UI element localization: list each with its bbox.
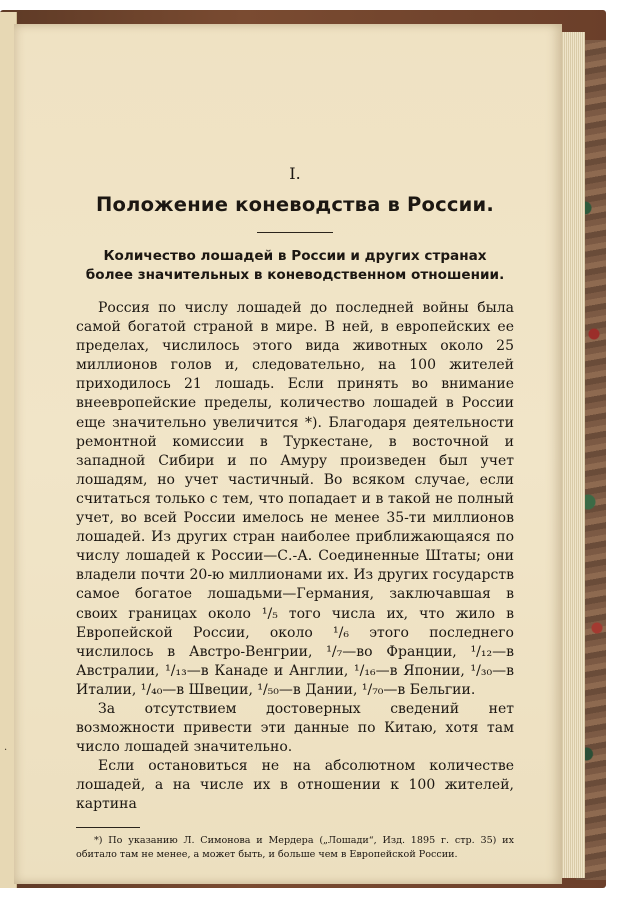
page-edges <box>560 32 585 878</box>
chapter-title: Положение коневодства в России. <box>95 193 494 216</box>
page-text <box>76 164 514 862</box>
section-title <box>62 247 528 285</box>
chapter-number: I. <box>289 164 301 183</box>
book-page <box>14 24 562 884</box>
body-text <box>76 299 514 815</box>
margin-mark: . <box>4 742 8 753</box>
paragraph: Россия по числу лошадей до последней войны была самой богатой страной в мире. В ней, в европейских ее пределах, числилось этого вида животных около 25 миллионов голов и, следовательно, на 100 жителей приходилось 21 лошадь. Если принять во внимание внеевропейские пределы, количество лошадей в России еще значительно увеличится *). Благодаря деятельности ремонтной комиссии в Туркестане, в восточной и западной Сибири и по Амуру произведен был учет лошадям, но учет частичный. Во всяком случае, если считаться только с тем, что попадает и в такой не полный учет, во всей России имелось не менее 35-ти миллионов лошадей. Из других стран наиболее приближающаяся по числу лошадей к России—С.-А. Соединенные Штаты; они владели почти 20-ю миллионами их. Из других государств самое богатое лошадьми—Германия, заключавшая в своих границах около ¹/₅ того числа их, что жило в Европейской России, около ¹/₆ этого последнего числилось в Австро-Венгрии, ¹/₇—во Франции, ¹/₁₂—в Австралии, ¹/₁₃—в Канаде и Англии, ¹/₁₆—в Японии, ¹/₃₀—в Италии, ¹/₄₀—в Швеции, ¹/₅₀—в Дании, ¹/₇₀—в Бельгии. <box>76 300 514 698</box>
section-title-line: более значительных в коневодственном отношении. <box>85 267 505 283</box>
paragraph: Если остановиться не на абсолютном количестве лошадей, а на числе их в отношении к 100 жителей, картина <box>76 758 514 813</box>
paragraph: За отсутствием достоверных сведений нет возможности привести эти данные по Китаю, хотя там число лошадей значительно. <box>76 700 514 756</box>
footnote: *) По указанию Л. Симонова и Мердера („Лошади“, Изд. 1895 г. стр. 35) их обитало там не менее, а может быть, и больше чем в Европейской России. <box>76 834 514 860</box>
footnote-rule <box>76 827 140 828</box>
title-rule <box>257 232 333 233</box>
section-title-line: Количество лошадей в России и других странах <box>103 248 487 264</box>
